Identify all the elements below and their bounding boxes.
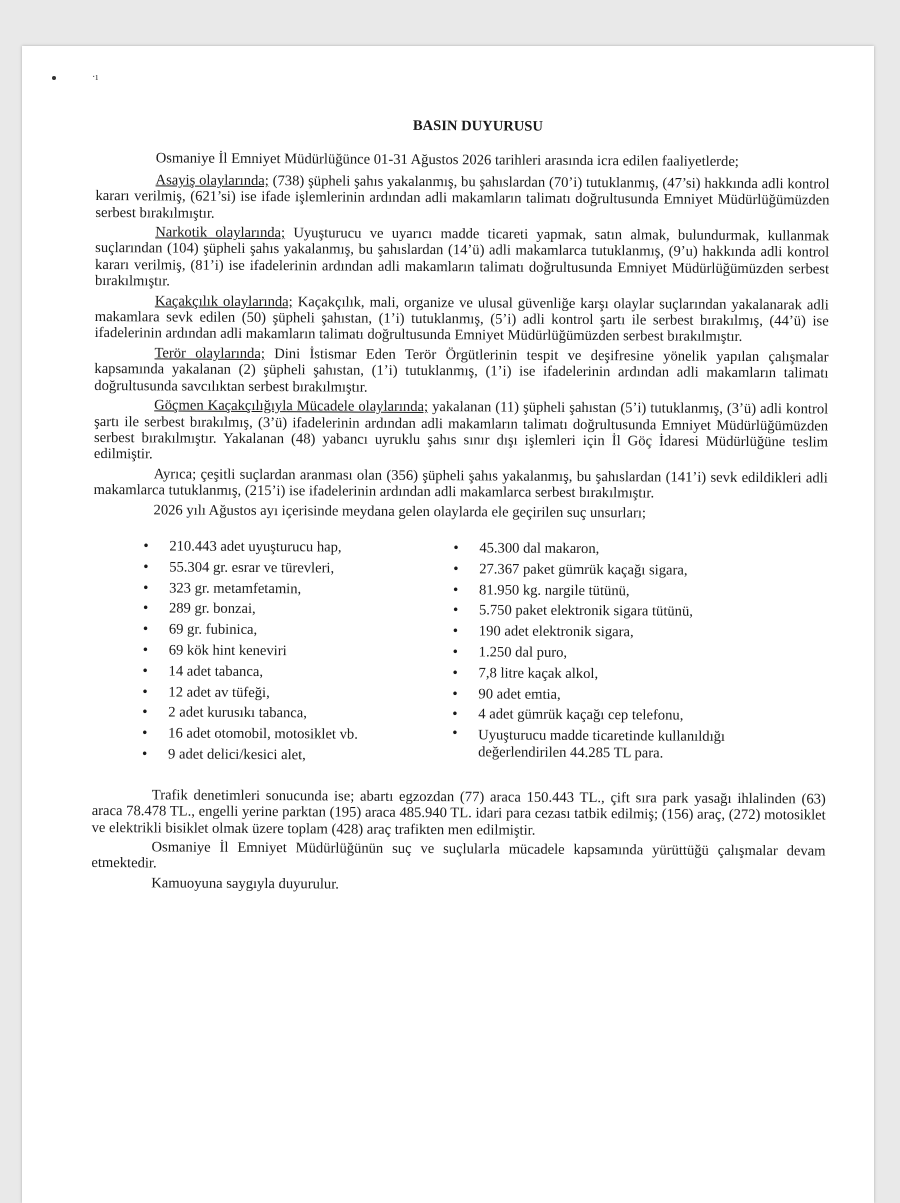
list-item: • 45.300 dal makaron, xyxy=(453,538,803,561)
list-item: • 190 adet elektronik sigara, xyxy=(453,621,803,644)
list-item: • 210.443 adet uyuşturucu hap, xyxy=(143,536,453,559)
section-narcotics xyxy=(95,224,829,294)
seized-list-right xyxy=(452,538,803,769)
section-text: (738) şüpheli şahıs yakalanmış, bu şahıslardan (70’i) tutuklanmış, (47’si) hakkında adli kontrol kararı verilmiş, (621’si) ise ifade işlemlerinin ardından adli makamların talimatı doğrultusunda Emniyet Müdürlüğümüzden serbest bırakılmıştır. xyxy=(95,172,830,222)
section-heading: Terör olaylarında; xyxy=(154,345,265,362)
section-text: Dini İstismar Eden Terör Örgütlerinin tespit ve deşifresine yönelik yapılan çalışmalar kapsamında yakalanan (2) şüpheli şahıstan, (1’i) tutuklanmış, (1’i) ise ifadelerinin ardından adli makamların talimatı doğrultusunda savcılıktan serbest bırakılmıştır. xyxy=(94,345,829,396)
section-text: yakalanan (11) şüpheli şahıstan (5’i) tutuklanmış, (3’ü) adli kontrol şartı ile serbest bırakılmış, (3’ü) ifadelerinin ardından adli makamların talimatı doğrultusunda Emniyet Müdürlüğümüzden serbest bırakılmıştır. Yakalanan (48) yabancı uyruklu şahıs sınır dışı işlemleri için İl Göç İdaresi Müdürlüğüne teslim edilmiştir. xyxy=(93,399,829,463)
list-item: • 14 adet tabanca, xyxy=(143,661,453,684)
section-migrant-smuggling xyxy=(94,397,828,467)
seized-list-left xyxy=(142,536,453,767)
section-terror xyxy=(94,345,828,399)
section-public-order xyxy=(95,172,829,226)
section-heading: Narkotik olaylarında; xyxy=(155,224,286,242)
signoff: Kamuoyuna saygıyla duyurulur. xyxy=(151,875,340,893)
traffic-paragraph: Trafik denetimleri sonucunda ise; abartı egzozdan (77) araca 150.443 TL., çift sıra park yasağı ihlalinden (63) araca 78.478 TL., engelli yerine parktan (195) araca 485.940 TL. idari para cezası tatbik edilmiş; (156) araç, (272) motosiklet ve elektrikli bisiklet olmak üzere toplam (428) araç trafikten men edilmiştir. xyxy=(91,787,826,839)
scan-mark: ·ı xyxy=(92,72,99,83)
list-item: • 323 gr. metamfetamin, xyxy=(143,578,453,601)
list-item: • 12 adet av tüfeği, xyxy=(142,682,452,705)
list-item: • Uyuşturucu madde ticaretinde kullanıldığı değerlendirilen 44.285 TL para. xyxy=(452,725,802,763)
section-heading: Kaçakçılık olaylarında; xyxy=(154,293,293,310)
list-item: • 55.304 gr. esrar ve türevleri, xyxy=(143,557,453,580)
list-item: • 1.250 dal puro, xyxy=(453,642,803,665)
additionally-paragraph: Ayrıca; çeşitli suçlardan aranması olan (356) şüpheli şahıs yakalanmış, bu şahıslardan (141’i) sevk edildikleri adli makamlarca tutuklanmış, (215’i) ise ifadelerinin ardından adli makamlarca serbest bırakılmıştır. xyxy=(93,466,828,502)
list-item: • 81.950 kg. nargile tütünü, xyxy=(453,580,803,603)
section-text: Kaçakçılık, mali, organize ve ulusal güvenliğe karşı olaylar suçlarından yakalanarak adli makamlara sevk edilen (50) şüpheli şahıstan, (1’i) tutuklanmış, (5’i) adli kontrol şartı ile serbest bırakılmış, (44’ü) ise ifadelerinin ardından adli makamların talimatı doğrultusunda Emniyet Müdürlüğümüzden serbest bırakılmıştır. xyxy=(94,293,829,346)
list-item: • 69 gr. fubinica, xyxy=(143,619,453,642)
section-heading: Asayiş olaylarında; xyxy=(155,172,269,189)
list-item: • 9 adet delici/kesici alet, xyxy=(142,744,452,767)
document-page xyxy=(22,46,874,1203)
section-smuggling xyxy=(95,293,829,347)
list-item: • 7,8 litre kaçak alkol, xyxy=(453,663,803,686)
list-item: • 4 adet gümrük kaçağı cep telefonu, xyxy=(452,705,802,728)
document-body xyxy=(91,112,830,899)
list-item: • 90 adet emtia, xyxy=(452,684,802,707)
list-item: • 5.750 paket elektronik sigara tütünü, xyxy=(453,601,803,624)
list-item: • 16 adet otomobil, motosiklet vb. xyxy=(142,723,452,746)
section-heading: Göçmen Kaçakçılığıyla Mücadele olaylarında; xyxy=(154,397,429,416)
scan-marks xyxy=(52,72,98,83)
scan-dot xyxy=(52,76,56,80)
page-title: BASIN DUYURUSU xyxy=(412,117,544,135)
seized-items xyxy=(92,536,827,769)
section-text: Uyuşturucu ve uyarıcı madde ticareti yapmak, satın almak, bulundurmak, kullanmak suçlarından (104) şüpheli şahıs yakalanmış, bu şahıslardan (14’ü) adli makamlarca tutuklanmış, (9’u) hakkında adli kontrol kararı verilmiş, (81’i) ise ifadelerinin ardından adli makamların talimatı doğrultusunda Emniyet Müdürlüğümüzden serbest bırakılmıştır. xyxy=(94,225,830,290)
list-item: • 27.367 paket gümrük kaçağı sigara, xyxy=(453,559,803,582)
intro-paragraph: Osmaniye İl Emniyet Müdürlüğünce 01-31 Ağustos 2026 tarihleri arasında icra edilen faaliyetlerde; xyxy=(155,150,739,171)
closing-paragraph: Osmaniye İl Emniyet Müdürlüğünün suç ve suçlularla mücadele kapsamında yürüttüğü çalışmalar devam etmektedir. xyxy=(91,839,826,872)
list-item: • 2 adet kurusıkı tabanca, xyxy=(142,703,452,726)
list-item: • 69 kök hint keneviri xyxy=(143,640,453,663)
list-item: • 289 gr. bonzai, xyxy=(143,599,453,622)
seized-intro: 2026 yılı Ağustos ayı içerisinde meydana gelen olaylarda ele geçirilen suç unsurları; xyxy=(153,501,647,521)
